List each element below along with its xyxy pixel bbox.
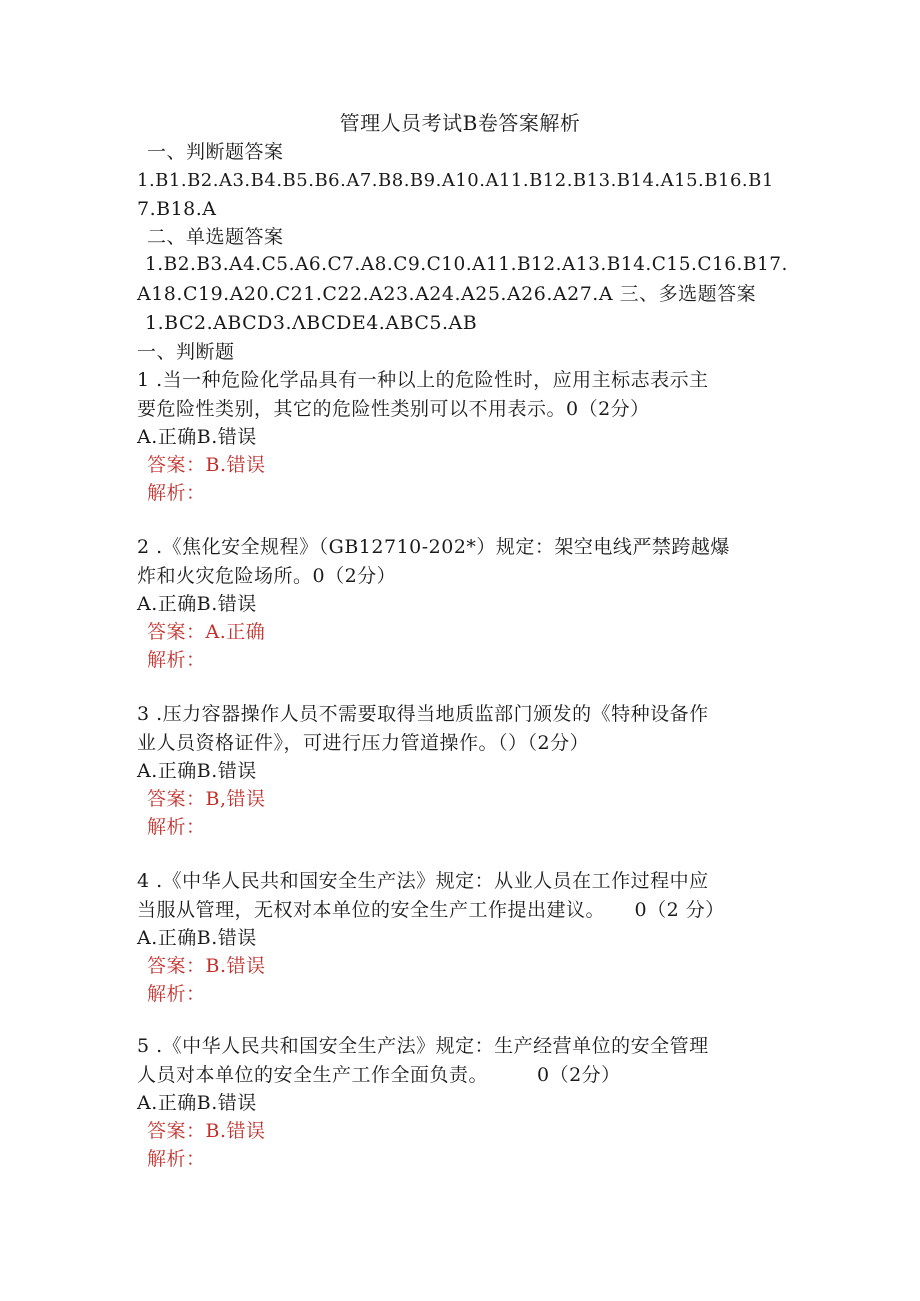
question-analysis: 解析： — [147, 1148, 206, 1170]
question-text: 3 .压力容器操作人员不需要取得当地质监部门颁发的《特种设备作 — [137, 703, 709, 725]
multi-answer-line: 1.BC2.ABCD3.ΛBCDE4.ABC5.AB — [145, 312, 478, 334]
question-options: A.正确B.错误 — [137, 760, 257, 782]
question-text: 5 .《中华人民共和国安全生产法》规定：生产经营单位的安全管理 — [137, 1035, 709, 1057]
question-analysis: 解析： — [147, 482, 206, 504]
question-text: 4 .《中华人民共和国安全生产法》规定：从业人员在工作过程中应 — [137, 870, 709, 892]
question-analysis: 解析： — [147, 983, 206, 1005]
question-answer: 答案：B.错误 — [147, 454, 266, 476]
question-text: 2 .《焦化安全规程》（GB12710-202*）规定：架空电线严禁跨越爆 — [137, 536, 730, 558]
single-answer-line: A18.C19.A20.C21.C22.A23.A24.A25.A26.A27.A 三、多选题答案 — [137, 283, 757, 305]
question-text: 人员对本单位的安全生产工作全面负责。 0（2分） — [137, 1064, 621, 1086]
question-analysis: 解析： — [147, 816, 206, 838]
question-options: A.正确B.错误 — [137, 927, 257, 949]
question-answer: 答案：A.正确 — [147, 621, 266, 643]
tf-answer-heading: 一、判断题答案 — [147, 141, 284, 163]
question-text: 当服从管理，无权对本单位的安全生产工作提出建议。 0（2 分） — [137, 899, 725, 921]
question-text: 1 .当一种危险化学品具有一种以上的危险性时，应用主标志表示主 — [137, 369, 709, 391]
section-heading: 一、判断题 — [137, 341, 235, 363]
tf-answer-line: 1.B1.B2.A3.B4.B5.B6.A7.B8.B9.A10.A11.B12.B13.B14.A15.B16.B1 — [137, 170, 774, 191]
question-answer: 答案：B.错误 — [147, 955, 266, 977]
single-answer-heading: 二、单选题答案 — [147, 226, 284, 248]
question-analysis: 解析： — [147, 649, 206, 671]
tf-answer-line: 7.B18.A — [137, 198, 217, 220]
question-answer: 答案：B,错误 — [147, 788, 266, 810]
document-title: 管理人员考试B卷答案解析 — [339, 111, 581, 135]
question-answer: 答案：B.错误 — [147, 1120, 266, 1142]
single-answer-line: 1.B2.B3.A4.C5.A6.C7.A8.C9.C10.A11.B12.A13.B14.C15.C16.B17. — [145, 254, 788, 275]
question-options: A.正确B.错误 — [137, 426, 257, 448]
question-options: A.正确B.错误 — [137, 593, 257, 615]
question-options: A.正确B.错误 — [137, 1092, 257, 1114]
question-text: 要危险性类别，其它的危险性类别可以不用表示。0（2分） — [137, 398, 650, 420]
question-text: 炸和火灾危险场所。0（2分） — [137, 565, 397, 587]
question-text: 业人员资格证件》，可进行压力管道操作。（）（2分） — [137, 732, 590, 754]
